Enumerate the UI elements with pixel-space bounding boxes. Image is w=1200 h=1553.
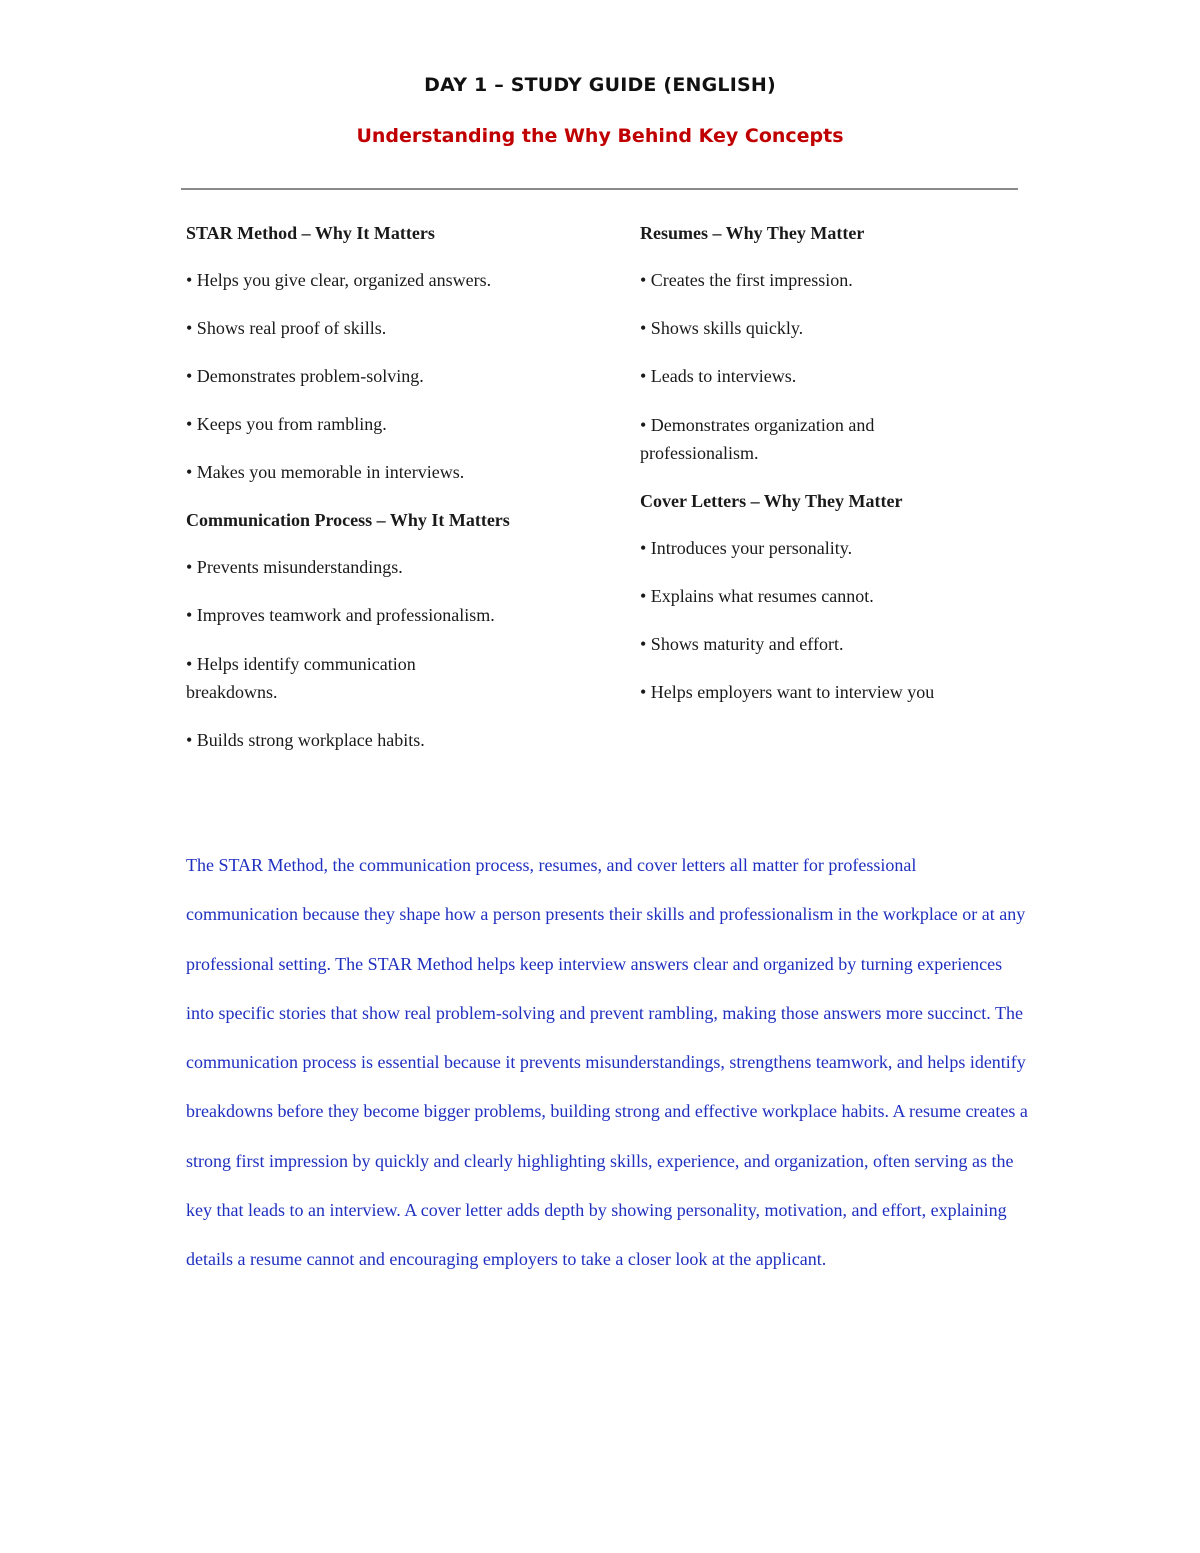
right-column <box>640 220 1000 727</box>
list-item: • Helps you give clear, organized answers. <box>186 270 492 290</box>
list-item: • Shows maturity and effort. <box>640 634 844 654</box>
list-item: • Shows real proof of skills. <box>186 318 387 338</box>
list-item: • Creates the first impression. <box>640 270 853 290</box>
star-method-section <box>186 220 606 486</box>
list-item: • Keeps you from rambling. <box>186 414 387 434</box>
horizontal-divider <box>181 188 1018 190</box>
summary-paragraph: The STAR Method, the communication process, resumes, and cover letters all matter for professional communication because they shape how a person presents their skills and professionalism in the workplace or at any professional setting. The STAR Method helps keep interview answers clear and organized by turning experiences into specific stories that show real problem-solving and prevent rambling, making those answers more succinct. The communication process is essential because it prevents misunderstandings, strengthens teamwork, and helps identify breakdowns before they become bigger problems, building strong and effective workplace habits. A resume creates a strong first impression by quickly and clearly highlighting skills, experience, and organization, often serving as the key that leads to an interview. A cover letter adds depth by showing personality, motivation, and effort, explaining details a resume cannot and encouraging employers to take a closer look at the applicant. <box>186 855 1028 1270</box>
section-heading: STAR Method – Why It Matters <box>186 223 435 243</box>
list-item: • Improves teamwork and professionalism. <box>186 605 495 625</box>
list-item: • Demonstrates organization and professionalism. <box>640 415 875 463</box>
page-subtitle: Understanding the Why Behind Key Concepts <box>356 125 844 147</box>
section-heading: Communication Process – Why It Matters <box>186 510 510 530</box>
list-item: • Helps employers want to interview you <box>640 682 935 702</box>
list-item: • Explains what resumes cannot. <box>640 586 874 606</box>
list-item: • Helps identify communication breakdowns. <box>186 654 416 702</box>
resumes-section <box>640 220 1000 467</box>
list-item: • Introduces your personality. <box>640 538 853 558</box>
list-item: • Makes you memorable in interviews. <box>186 462 465 482</box>
list-item: • Builds strong workplace habits. <box>186 730 425 750</box>
left-column <box>186 220 606 775</box>
cover-letters-section <box>640 488 1000 706</box>
section-heading: Cover Letters – Why They Matter <box>640 491 903 511</box>
list-item: • Prevents misunderstandings. <box>186 557 403 577</box>
list-item: • Shows skills quickly. <box>640 318 804 338</box>
section-heading: Resumes – Why They Matter <box>640 223 865 243</box>
list-item: • Demonstrates problem-solving. <box>186 366 424 386</box>
page-title: DAY 1 – STUDY GUIDE (ENGLISH) <box>424 74 776 96</box>
communication-process-section <box>186 507 606 754</box>
list-item: • Leads to interviews. <box>640 366 797 386</box>
